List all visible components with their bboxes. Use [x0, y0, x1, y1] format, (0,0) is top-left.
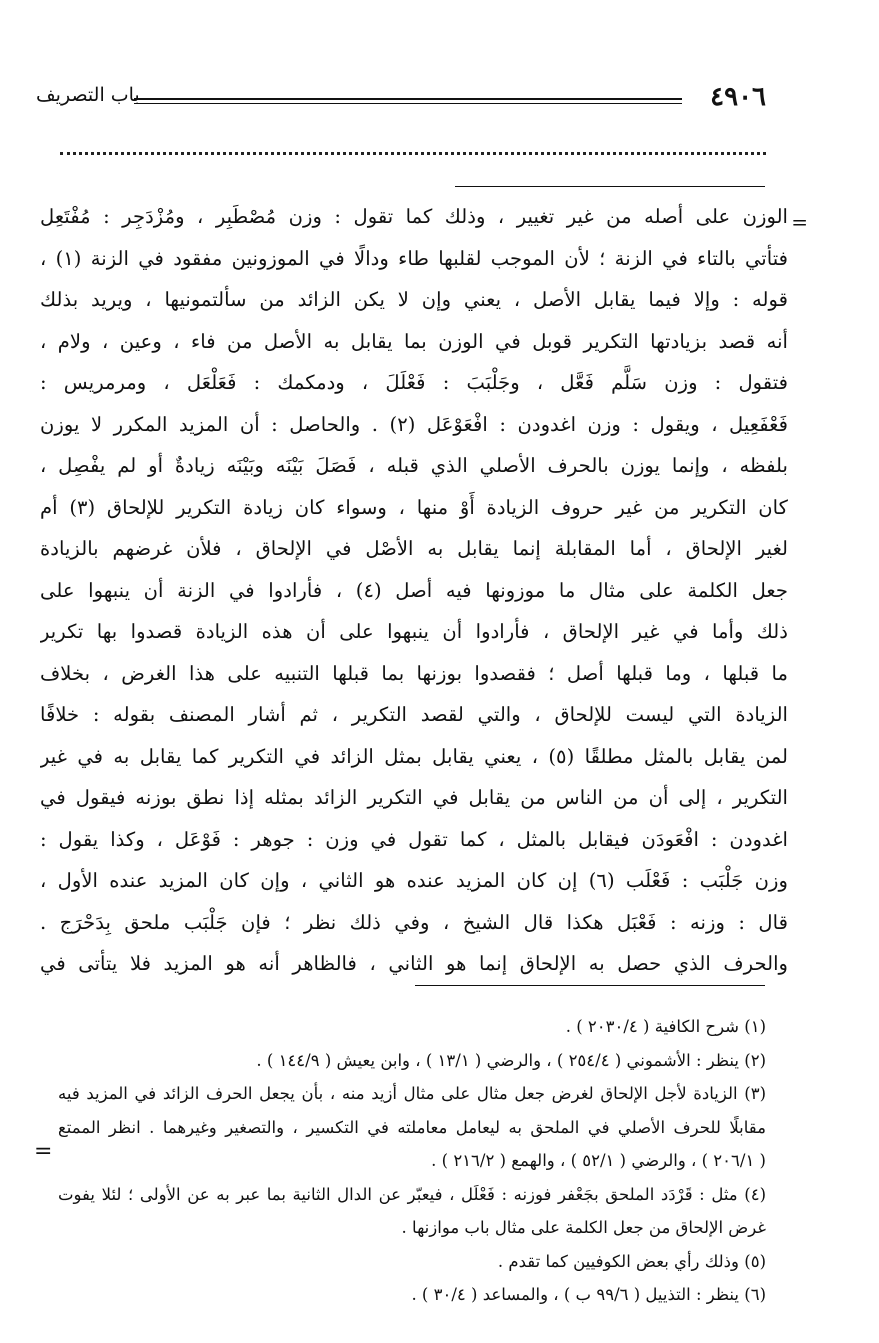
footnote: (٢) ينظر : الأشموني ( ٢٥٤/٤ ) ، والرضي ( ١٣/١ ) ، وابن يعيش ( ١٤٤/٩ ) . — [256, 1050, 766, 1070]
continuation-mark-start: = — [791, 210, 808, 234]
body-line: ذلك وأما في غير الإلحاق ، فأرادوا أن ينبهوا على أن هذه الزيادة قصدوا بها تكرير — [40, 620, 788, 643]
body-line: اغدودن : افْعَودَن فيقابل بالمثل ، كما تقول في وزن : جوهر : فَوْعَل ، وكذا يقول : — [40, 827, 788, 851]
footnote: (١) شرح الكافية ( ٢٠٣٠/٤ ) . — [565, 1017, 766, 1036]
body-line: وزن جَلْبَب : فَعْلَب (٦) إن كان المزيد عنده هو الثاني ، وإن كان المزيد عنده الأول ، — [40, 869, 788, 892]
footnote: (٥) وذلك رأي بعض الكوفيين كما تقدم . — [497, 1251, 766, 1271]
footnote: (٣) الزيادة لأجل الإلحاق لغرض جعل مثال على مثال أزيد منه ، بأن يجعل الحرف الزائد في المزيد فيه — [58, 1084, 766, 1103]
footnote: ( ٢٠٦/١ ) ، والرضي ( ٥٢/١ ) ، والهمع ( ٢١٦/٢ ) . — [431, 1151, 766, 1170]
body-line: لمن يقابل بالمثل مطلقًا (٥) ، يعني يقابل بمثل الزائد في التكرير كما يقابل به في غير — [40, 744, 788, 768]
body-line: والحرف الذي حصل به الإلحاق إنما هو الثاني ، فالظاهر أنه هو المزيد فلا يتأتى في — [40, 952, 788, 975]
body-line: لغير الإلحاق ، أما المقابلة إنما يقابل به الأصْل في الإلحاق ، فلأن غرضهم بالزيادة — [40, 537, 788, 560]
dotted-separator — [60, 152, 766, 155]
body-line: الوزن على أصله من غير تغيير ، وذلك كما تقول : وزن مُصْطَبِر ، ومُزْدَجِر : مُفْتَعِل — [40, 205, 788, 228]
body-line: التكرير ، إلى أن من الناس من يقابل في التكرير الزائد بمثله إذا نطق بوزنه فيقول في — [40, 786, 788, 809]
body-line: بلفظه ، وإنما يوزن بالحرف الأصلي الذي قبله ، فَصَلَ بَيْنَه وبَيْنَه زيادةٌ أو لم يفْصِل ، — [40, 454, 788, 477]
body-line: جعل الكلمة على مثال ما موزونها فيه أصل (٤) ، فأرادوا في الزنة أن ينبهوا على — [40, 578, 788, 602]
continuation-mark-end: = — [34, 1139, 53, 1164]
body-line: فتقول : وزن سَلَّم فَعَّل ، وجَلْبَبَ : فَعْلَلَ ، ودمكمك : فَعَلْعَل ، ومرمريس : — [40, 371, 788, 394]
body-line: قال : وزنه : فَعْبَل هكذا قال الشيخ ، وفي ذلك نظر ؛ فإن جَلْبَب ملحق بِدَحْرَج . — [40, 910, 788, 934]
header-rule — [134, 98, 682, 104]
footnote: (٤) مثل : قَرْدَد الملحق بجَعْفر فوزنه : فَعْلَل ، فيعبّر عن الدال الثانية بما عبر به عن الأولى ؛ لئلا يفوت — [58, 1184, 766, 1204]
body-line: ما قبلها ، وما قبلها أصل ؛ فقصدوا بوزنها بما قبلها التنبيه على هذا الغرض ، بخلاف — [40, 661, 788, 685]
body-line: فَعْفَعِيل ، ويقول : وزن اغدودن : افْعَوْعَل (٢) . والحاصل : أن المزيد المكرر لا يوزن — [40, 412, 788, 436]
chapter-title: باب التصريف — [36, 84, 140, 106]
footnote: غرض الإلحاق من جعل الكلمة على مثال باب موازنها . — [401, 1218, 766, 1237]
body-line: الزيادة التي ليست للإلحاق ، والتي لقصد التكرير ، ثم أشار المصنف بقوله : خلافًا — [40, 703, 788, 726]
body-line: فتأتي بالتاء في الزنة ؛ لأن الموجب لقلبها طاء ودالًا في الموزونين مفقود في الزنة (١) ، — [40, 246, 788, 270]
body-line: قوله : وإلا فيما يقابل الأصل ، يعني وإن لا يكن الزائد من سألتمونيها ، ويريد بذلك — [40, 288, 788, 311]
top-rule — [455, 186, 765, 187]
page-header — [36, 82, 766, 122]
footnote: (٦) ينظر : التذييل ( ٩٩/٦ ب ) ، والمساعد ( ٣٠/٤ ) . — [411, 1285, 766, 1304]
page-number: ٤٩٠٦ — [710, 82, 766, 112]
body-line: كان التكرير من غير حروف الزيادة أَوْ منها ، وسواء كان زيادة التكرير للإلحاق (٣) أم — [40, 495, 788, 519]
footnote: مقابلًا للحرف الأصلي في الملحق به ليعامل معاملته في التكسير ، والتصغير وغيرهما . انظر الممتع — [58, 1117, 766, 1137]
body-line: أنه قصد بزيادتها التكرير قوبل في الوزن بما يقابل به الأصل من فاء ، وعين ، ولام ، — [40, 329, 788, 353]
footnotes — [58, 1010, 766, 1312]
footnote-rule — [415, 985, 765, 986]
